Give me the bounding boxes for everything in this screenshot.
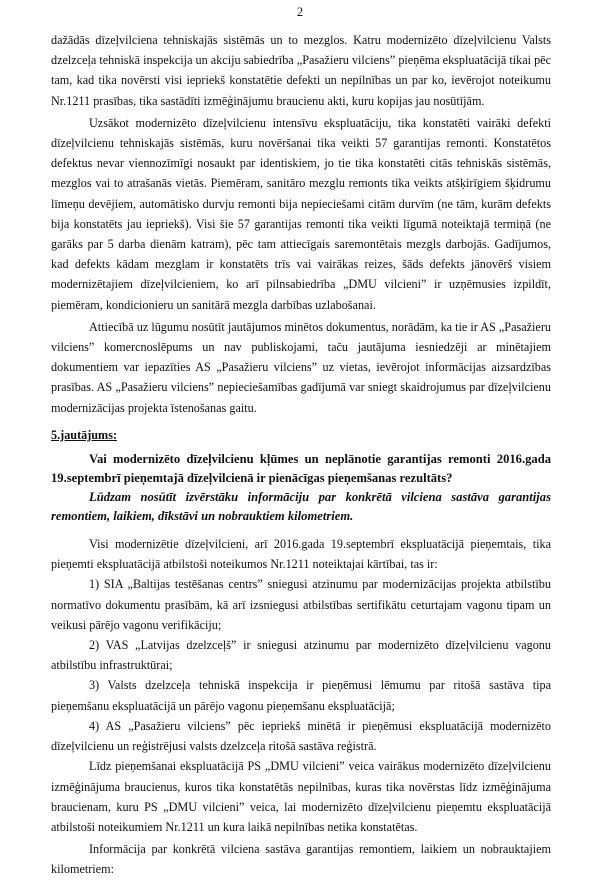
paragraph-garantijas-remonti: Uzsākot modernizēto dīzeļvilcienu intensīvu ekspluatāciju, tika konstatēti vairāki defekti dīzeļvilcienu tehniskajās sistēmās, kuru novēršanai tika veikti 57 garantijas remonti. Konstatētos defektus nevar viennozīmīgi nosaukt par identiskiem, jo tie tika konstatēti citās tehniskās sistēmās, mezglos vai to atrašanās vietās. Piemēram, sanitāro mezglu remonts tika veikts atšķirīgiem šķidrumu līmeņu devējiem, automātisko durvju remonti bija nepieciešami citām durvīm (ne tām, kurām defekts bija konstatēts jau iepriekš). Visi šie 57 garantijas remonti tika veikti līgumā noteiktajā termiņā (ne garāks par 5 darba dienām katram), pēc tam attiecīgais saremontētais mezgls darbojās. Gadījumos, kad defekts kādam mezglam ir konstatēts trīs vai vairākas reizes, šāds defekts jānovērš visiem modernizētajiem dīzeļvilcieniem, ko arī pilnsabiedrība „DMU vilcieni” ir uzņēmusies izpildīt, piemēram, kondicionieru un sanitārā mezgla darbības uzlabošanai. — [51, 115, 551, 312]
paragraph-dokumenti: Attiecībā uz lūgumu nosūtīt jautājumos minētos dokumentus, norādām, ka tie ir AS „Pasažieru vilciens” komercnoslēpums un nav publiskojami, taču jautājuma iesniedzēji ar minētajiem dokumentiem var iepazīties AS „Pasažieru vilciens” uz vietas, ievērojot informācijas aizsardzības prasības. AS „Pasažieru vilciens” nepieciešamības gadījumā var sniegt skaidrojumus par dīzeļvilcienu modernizācijas projekta īstenošanas gaitu. — [51, 319, 551, 415]
list-item-3: 3) Valsts dzelzceļa tehniskā inspekcija ir pieņēmusi lēmumu par ritošā sastāva tipa pieņemšanu ekspluatācijā un pārējo vagonu pieņemšanu ekspluatācijā; — [51, 678, 551, 713]
paragraph-izmeginajuma-braucieni: Līdz pieņemšanai ekspluatācijā PS „DMU vilcieni” veica vairākus modernizēto dīzeļvilcienu izmēģinājuma braucienus, kuros tika konstatētās nepilnības, kuras tika novērstas līdz izmēģinājuma braucienam, kuru PS „DMU vilcieni” veica, lai modernizēto dīzeļvilcienu pieņemtu ekspluatācijā atbilstoši noteikumiem Nr.1211 un kura laikā nepilnības netika konstatētas. — [51, 759, 551, 834]
list-item-1: 1) SIA „Baltijas testēšanas centrs” sniegusi atzinumu par modernizācijas projekta atbilstību normatīvo dokumentu prasībām, kā arī izsniegusi atbilstības sertifikātu ceturtajam vagonu tipam un veikusi pārējo vagonu verifikāciju; — [51, 577, 551, 632]
paragraph-pienemti: Visi modernizētie dīzeļvilcieni, arī 2016.gada 19.septembrī ekspluatācijā pieņemtais, tika pieņemti ekspluatācijā atbilstoši noteikumos Nr.1211 noteiktajai kārtībai, tas ir: — [51, 537, 551, 572]
list-item-4: 4) AS „Pasažieru vilciens” pēc iepriekš minētā ir pieņēmusi ekspluatācijā modernizēto dīzeļvilcienu un reģistrējusi valsts dzelzceļa ritošā sastāva reģistrā. — [51, 718, 551, 754]
question-request: Lūdzam nosūtīt izvērstāku informāciju par konkrētā vilciena sastāva garantijas remontiem, laikiem, dīkstāvi un nobrauktiem kilometriem. — [51, 490, 551, 524]
question-text: Vai modernizēto dīzeļvilcienu kļūmes un neplānotie garantijas remonti 2016.gada 19.septembrī pieņemtajā dīzeļvilcienā ir pienācīgas pieņemšanas rezultāts? — [51, 452, 551, 486]
list-item-2: 2) VAS „Latvijas dzelzceļš” ir sniegusi atzinumu par modernizēto dīzeļvilcienu vagonu atbilstību infrastruktūrai; — [51, 638, 551, 673]
page-number: 2 — [296, 5, 304, 19]
document-body — [51, 30, 551, 880]
paragraph-continuation: dažādās dīzeļvilciena tehniskajās sistēmās un to mezglos. Katru modernizēto dīzeļvilcienu Valsts dzelzceļa tehniskā inspekcija un akciju sabiedrība „Pasažieru vilciens” pieņēma ekspluatācijā tikai pēc tam, kad tika novērsti visi iepriekš konstatētie defekti un nepilnības un par ko, ievērojot noteikumu Nr.1211 prasības, tika sastādīti izmēģinājumu braucienu akti, kuru kopijas jau nosūtījām. — [51, 33, 551, 108]
paragraph-informacija: Informācija par konkrētā vilciena sastāva garantijas remontiem, laikiem un nobrauktajiem kilometriem: — [51, 842, 551, 877]
question-heading: 5.jautājums: — [51, 427, 118, 442]
